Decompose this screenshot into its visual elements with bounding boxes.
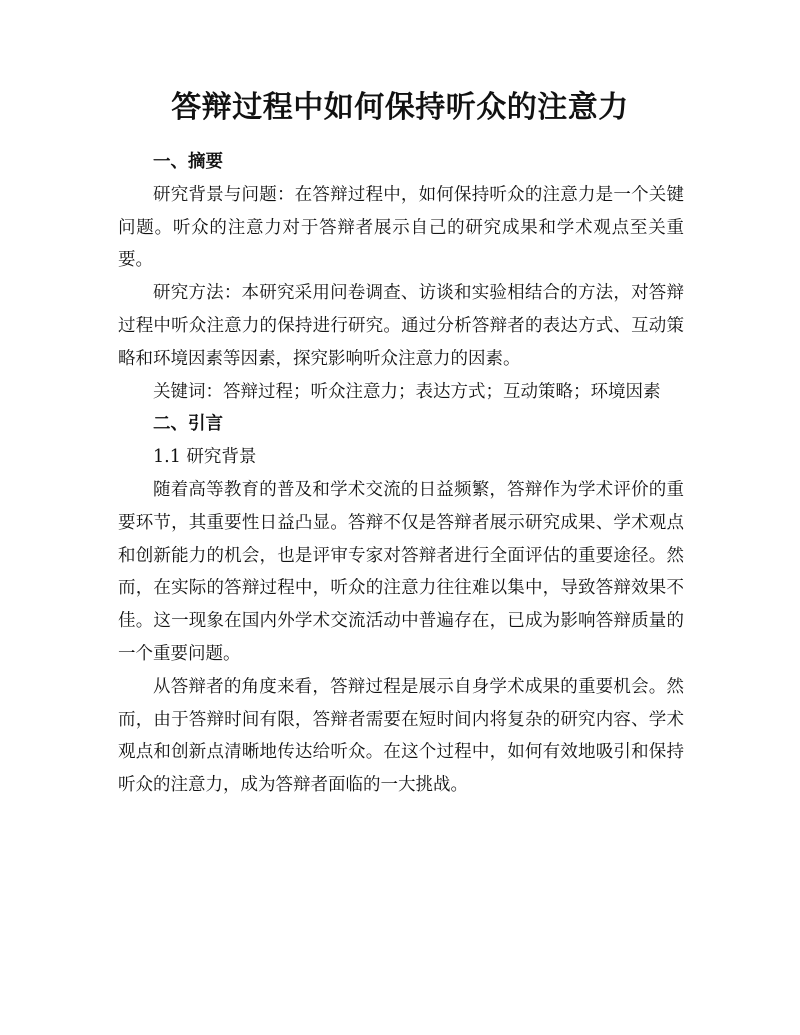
- research-background-subheading: 1.1 研究背景: [153, 447, 257, 468]
- abstract-background-paragraph: 研究背景与问题：在答辩过程中，如何保持听众的注意力是一个关键问题。听众的注意力对于答辩者展示自己的研究成果和学术观点至关重要。: [118, 184, 684, 271]
- abstract-method-paragraph: 研究方法：本研究采用问卷调查、访谈和实验相结合的方法，对答辩过程中听众注意力的保持进行研究。通过分析答辩者的表达方式、互动策略和环境因素等因素，探究影响听众注意力的因素。: [118, 283, 684, 369]
- introduction-heading: 二、引言: [153, 414, 223, 435]
- document-body: [118, 146, 684, 802]
- introduction-paragraph-2: 从答辩者的角度来看，答辩过程是展示自身学术成果的重要机会。然而，由于答辩时间有限，答辩者需要在短时间内将复杂的研究内容、学术观点和创新点清晰地传达给听众。在这个过程中，如何有效地吸引和保持听众的注意力，成为答辩者面临的一大挑战。: [118, 676, 684, 796]
- keywords-paragraph: 关键词：答辩过程；听众注意力；表达方式；互动策略；环境因素: [153, 381, 661, 402]
- abstract-heading: 一、摘要: [153, 152, 223, 172]
- document-title: 答辩过程中如何保持听众的注意力: [171, 90, 629, 125]
- introduction-paragraph-1: 随着高等教育的普及和学术交流的日益频繁，答辩作为学术评价的重要环节，其重要性日益凸显。答辩不仅是答辩者展示研究成果、学术观点和创新能力的机会，也是评审专家对答辩者进行全面评估的重要途径。然而，在实际的答辩过程中，听众的注意力往往难以集中，导致答辩效果不佳。这一现象在国内外学术交流活动中普遍存在，已成为影响答辩质量的一个重要问题。: [118, 479, 684, 664]
